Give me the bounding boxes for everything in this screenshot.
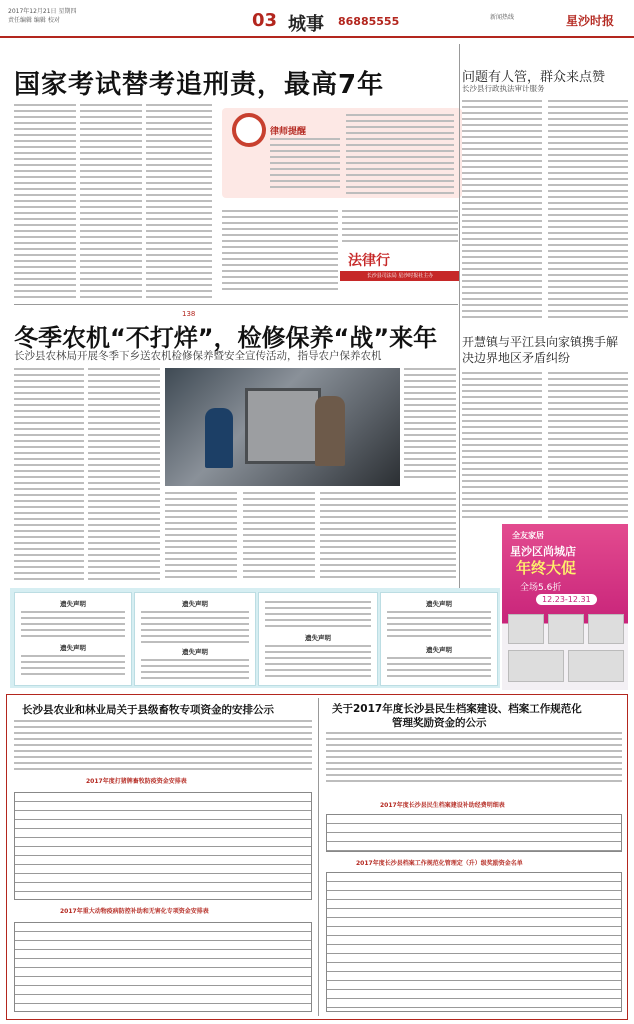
ad-product-table bbox=[588, 614, 624, 644]
scales-icon bbox=[232, 113, 266, 147]
right-table1 bbox=[326, 814, 622, 852]
lost-notices-band bbox=[10, 588, 500, 688]
lead-body-col4 bbox=[222, 210, 338, 290]
left-table2 bbox=[14, 922, 312, 1012]
ad-discount: 全场5.6折 bbox=[520, 583, 562, 593]
second-subhead: 长沙县农林局开展冬季下乡送农机检修保养暨安全宣传活动，指导农户保养农机 bbox=[14, 350, 382, 362]
ad-brand: 全友家居 bbox=[512, 531, 544, 540]
lead-body-col1 bbox=[14, 104, 76, 300]
notice-box: 遗失声明 遗失声明 bbox=[380, 592, 498, 686]
right-story2-col1 bbox=[462, 372, 542, 520]
notice-box: 遗失声明 遗失声明 bbox=[14, 592, 132, 686]
second-body-col2 bbox=[88, 368, 160, 582]
left-table1 bbox=[14, 792, 312, 900]
ad-dates: 12.23-12.31 bbox=[536, 594, 597, 605]
lawyer-tip-label: 律师提醒 bbox=[270, 127, 307, 137]
pufa-logo: 法律行 bbox=[348, 253, 390, 269]
ad-product-cabinet bbox=[508, 650, 564, 682]
right-table2-title: 2017年度长沙县档案工作规范化管理定（升）级奖励资金名单 bbox=[356, 860, 523, 867]
right-notice-body bbox=[326, 732, 622, 786]
ad-product-chair bbox=[568, 650, 624, 682]
second-body-col3 bbox=[165, 492, 237, 582]
lead-body-col5 bbox=[342, 210, 458, 246]
section-name: 城事 bbox=[288, 14, 324, 35]
ad-product-bed bbox=[548, 614, 584, 644]
lead-body-col3 bbox=[146, 104, 212, 300]
ad-product-sofa bbox=[508, 614, 544, 644]
farmer-figure bbox=[315, 396, 345, 466]
right-story1-sub: 长沙县行政执法审计服务 bbox=[462, 84, 545, 93]
brand-logo: 星沙时报 bbox=[566, 14, 615, 28]
lead-headline: 国家考试替考追刑责，最高7年 bbox=[14, 70, 385, 100]
notice-box: 遗失声明 bbox=[258, 592, 378, 686]
section-divider bbox=[14, 304, 458, 305]
right-story1-title: 问题有人管，群众来点赞 bbox=[462, 70, 606, 85]
mechanic-figure bbox=[205, 408, 233, 468]
ad-sale: 年终大促 bbox=[516, 559, 577, 577]
right-story2-col2 bbox=[548, 372, 628, 520]
left-notice-title: 长沙县农业和林业局关于县级畜牧专项资金的安排公示 bbox=[22, 704, 274, 716]
second-body-col1 bbox=[14, 368, 84, 582]
tractor-repair-photo bbox=[165, 368, 400, 486]
editor-line: 责任编辑 编辑 校对 bbox=[8, 17, 60, 24]
right-story1-col1 bbox=[462, 100, 542, 320]
left-notice-body bbox=[14, 720, 312, 774]
notice-box: 遗失声明 遗失声明 bbox=[134, 592, 256, 686]
date-line: 2017年12月21日 星期四 bbox=[8, 8, 77, 15]
left-table1-title: 2017年度打猪牌畜牧防疫资金安排表 bbox=[86, 778, 187, 785]
lawyer-tip-text2 bbox=[346, 114, 454, 194]
right-story2-title: 开慧镇与平江县向家镇携手解决边界地区矛盾纠纷 bbox=[462, 335, 619, 365]
photo-caption bbox=[404, 368, 456, 478]
left-table2-title: 2017年重大动物疫病防控补助和无害化专项资金安排表 bbox=[60, 908, 209, 915]
section-number: 03 bbox=[252, 10, 278, 31]
second-body-col5 bbox=[320, 492, 456, 582]
pufa-sponsor-bar: 长沙县司法局 星沙时报社主办 bbox=[340, 271, 460, 281]
hotline-number: 86885555 bbox=[338, 15, 400, 28]
right-info: 新闻热线 bbox=[490, 14, 515, 21]
page-marker: 138 bbox=[182, 310, 196, 318]
right-story1-col2 bbox=[548, 100, 628, 320]
lawyer-tip-text1 bbox=[270, 138, 340, 192]
second-headline: 冬季农机“不打烊”，检修保养“战”来年 bbox=[14, 324, 438, 352]
right-table1-title: 2017年度长沙县民生档案建设补助经费明细表 bbox=[380, 802, 505, 809]
right-notice-title-2: 管理奖励资金的公示 bbox=[392, 717, 487, 729]
right-table2 bbox=[326, 872, 622, 1012]
machine-figure bbox=[245, 388, 321, 464]
ad-store: 星沙区尚城店 bbox=[510, 545, 576, 558]
second-body-col4 bbox=[243, 492, 315, 582]
right-notice-title-1: 关于2017年度长沙县民生档案建设、档案工作规范化 bbox=[332, 703, 582, 715]
lead-body-col2 bbox=[80, 104, 142, 300]
public-notice-divider bbox=[318, 698, 319, 1016]
